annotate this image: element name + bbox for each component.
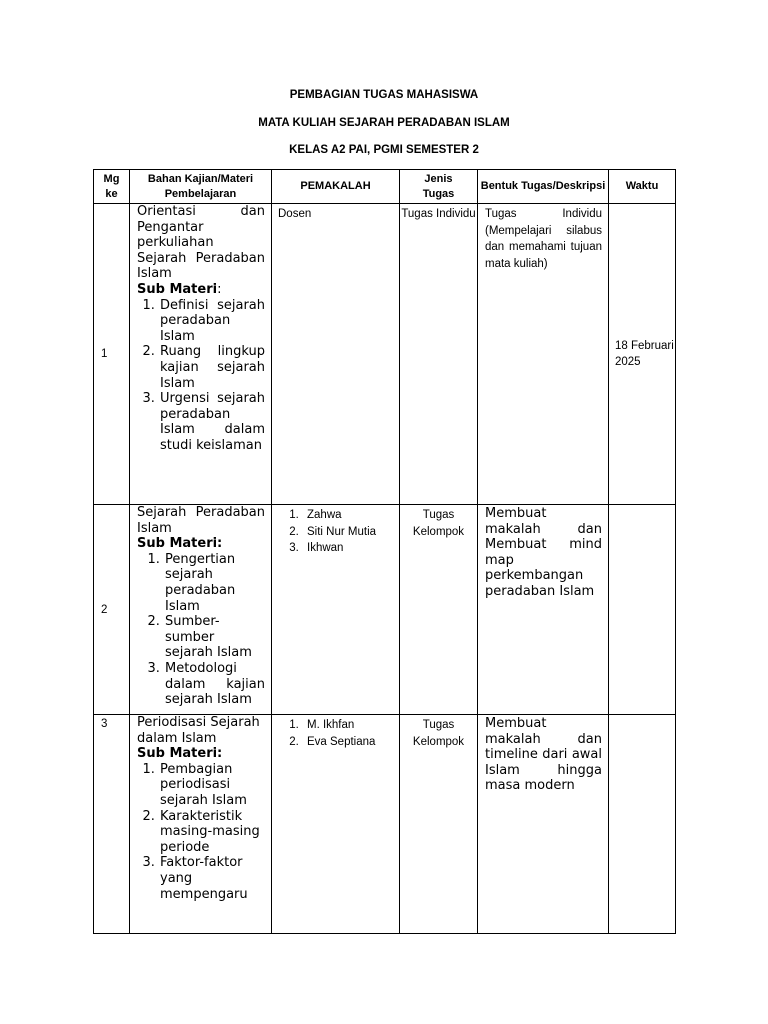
list-item: 1. M. Ikhfan	[302, 717, 395, 734]
cell-waktu	[609, 505, 676, 715]
assignment-table	[93, 169, 676, 934]
list-item: 3. Urgensi sejarah peradaban Islam dalam studi keislaman	[159, 391, 265, 453]
cell-jenis: Tugas Kelompok	[400, 715, 478, 934]
pemakalah-list	[278, 507, 395, 557]
cell-bentuk: Membuat makalah dan timeline dari awal Islam hingga masa modern	[478, 715, 609, 934]
sub-materi-label: Sub Materi:	[137, 536, 223, 552]
cell-mg: 1	[94, 204, 130, 505]
header-mg: Mg ke	[94, 170, 130, 204]
table-row	[94, 204, 676, 505]
table-row	[94, 505, 676, 715]
header-jenis: Jenis Tugas	[400, 170, 478, 204]
cell-jenis: Tugas Individu	[400, 204, 478, 505]
topic-text: Orientasi dan Pengantar perkuliahan Sejarah Peradaban Islam	[137, 204, 265, 282]
header-bentuk: Bentuk Tugas/Deskripsi	[478, 170, 609, 204]
list-item: 1. Pengertian sejarah peradaban Islam	[164, 552, 265, 614]
sub-materi-list	[137, 762, 265, 902]
cell-jenis: Tugas Kelompok	[400, 505, 478, 715]
sub-materi-label: Sub Materi:	[137, 746, 223, 762]
list-item: 1. Definisi sejarah peradaban Islam	[159, 298, 265, 345]
cell-pemakalah	[272, 505, 400, 715]
cell-waktu: 18 Februari 2025	[609, 204, 676, 505]
class-title: KELAS A2 PAI, PGMI SEMESTER 2	[289, 144, 479, 156]
document-title: PEMBAGIAN TUGAS MAHASISWA	[289, 89, 479, 101]
list-item: 2. Eva Septiana	[302, 734, 395, 751]
topic-text: Sejarah Peradaban Islam	[137, 505, 265, 536]
cell-bahan	[130, 715, 272, 934]
table-row	[94, 715, 676, 934]
pemakalah-list	[278, 717, 395, 750]
list-item: 1. Pembagian periodisasi sejarah Islam	[159, 762, 265, 809]
header-pemakalah: PEMAKALAH	[272, 170, 400, 204]
list-item: 3. Faktor-faktor yang mempengaru	[159, 855, 265, 902]
sub-materi-list	[137, 552, 265, 708]
cell-bahan	[130, 505, 272, 715]
cell-bentuk: Membuat makalah dan Membuat mind map perkembangan peradaban Islam	[478, 505, 609, 715]
list-item: 2. Sumber-sumber sejarah Islam	[164, 614, 265, 661]
table-header-row	[94, 170, 676, 204]
cell-bahan	[130, 204, 272, 505]
cell-mg: 2	[94, 505, 130, 715]
list-item: 1. Zahwa	[302, 507, 395, 524]
cell-waktu	[609, 715, 676, 934]
course-title: MATA KULIAH SEJARAH PERADABAN ISLAM	[258, 117, 510, 129]
cell-mg: 3	[94, 715, 130, 934]
topic-text: Periodisasi Sejarah dalam Islam	[137, 715, 260, 746]
cell-pemakalah: Dosen	[272, 204, 400, 505]
header-waktu: Waktu	[609, 170, 676, 204]
list-item: 2. Karakteristik masing-masing periode	[159, 809, 265, 856]
sub-materi-list	[137, 298, 265, 454]
cell-pemakalah	[272, 715, 400, 934]
list-item: 3. Metodologi dalam kajian sejarah Islam	[164, 661, 265, 708]
sub-materi-label: Sub Materi:	[137, 281, 222, 297]
header-bahan: Bahan Kajian/Materi Pembelajaran	[130, 170, 272, 204]
list-item: 3. Ikhwan	[302, 540, 395, 557]
list-item: 2. Siti Nur Mutia	[302, 524, 395, 541]
list-item: 2. Ruang lingkup kajian sejarah Islam	[159, 344, 265, 391]
cell-bentuk: Tugas Individu (Mempelajari silabus dan memahami tujuan mata kuliah)	[478, 204, 609, 505]
